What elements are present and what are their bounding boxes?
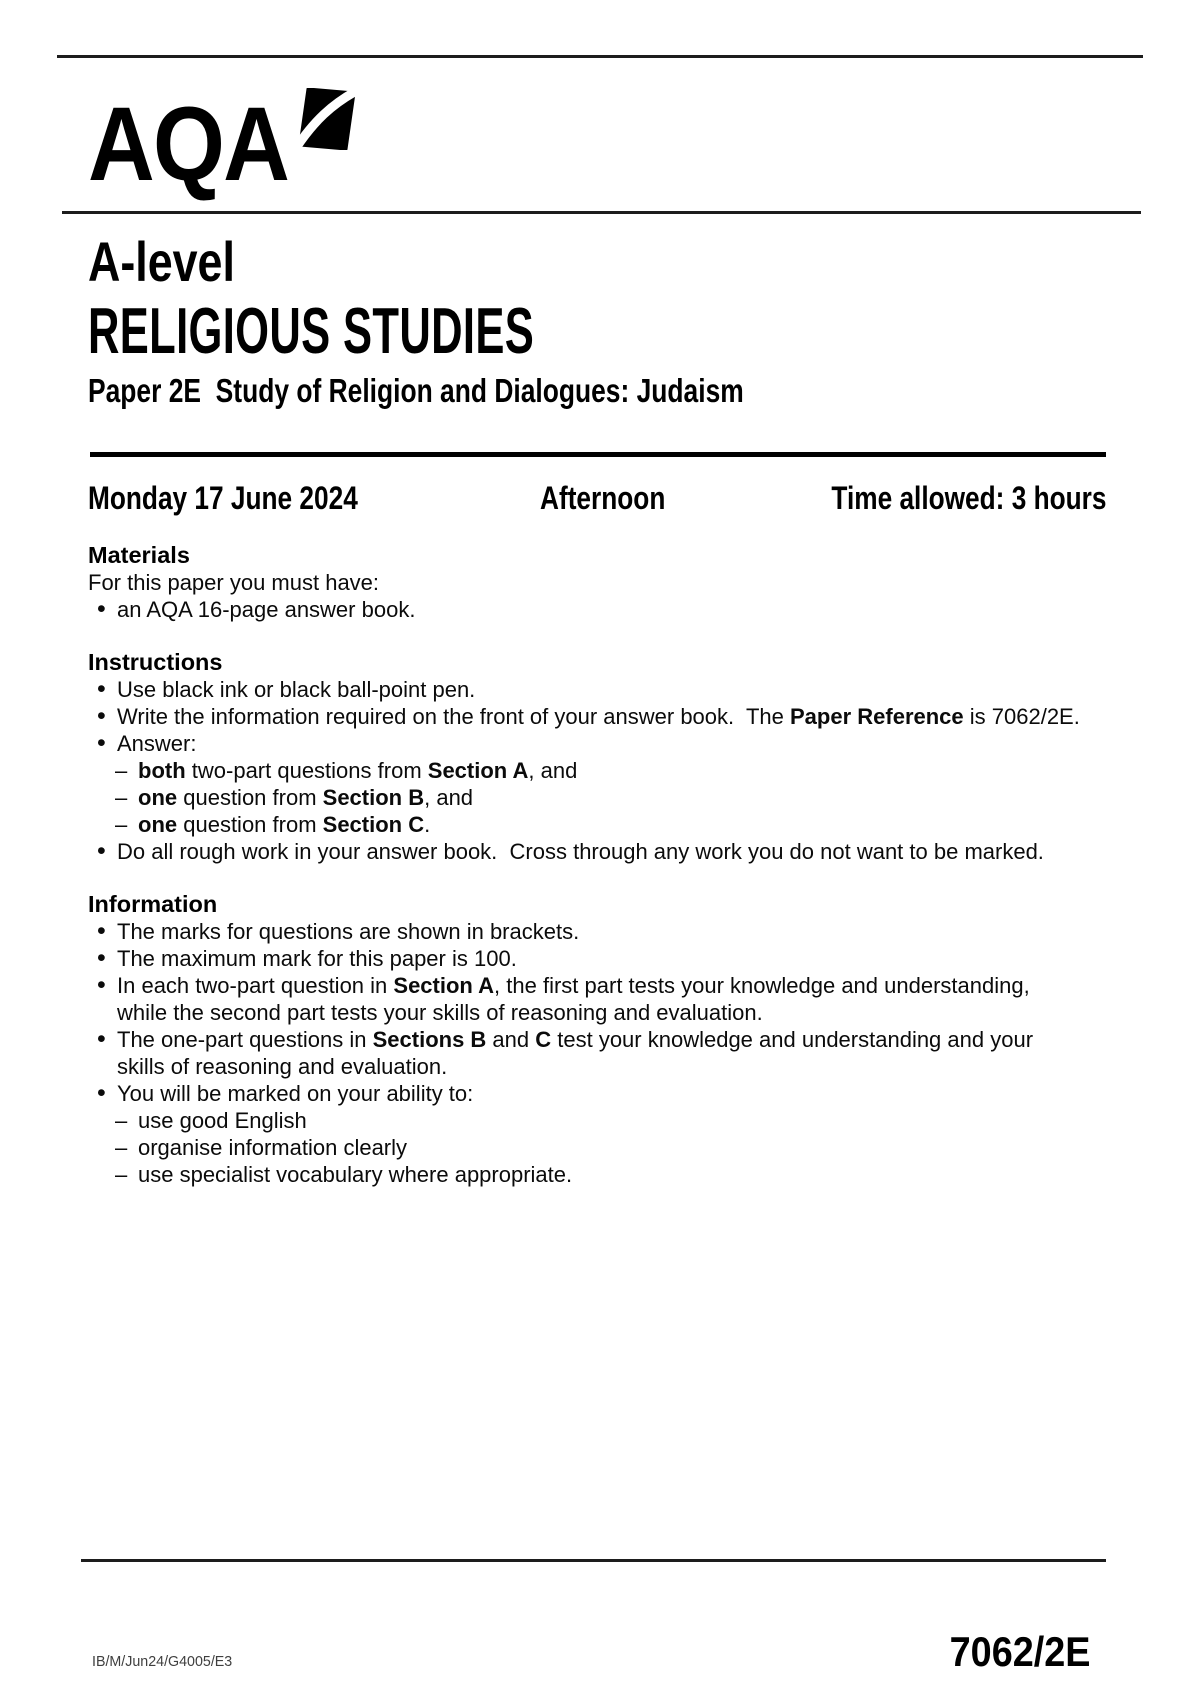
exam-time-of-day: Afternoon — [540, 480, 666, 516]
dash-marker: – — [115, 785, 128, 810]
session-row — [0, 482, 1200, 522]
aqa-logo — [88, 86, 378, 203]
line-text: Do all rough work in your answer book. Cross through any work you do not want to be marked. — [117, 839, 1044, 864]
line-text: The one-part questions in Sections B and C test your knowledge and understanding and your — [117, 1027, 1034, 1052]
dash-line — [88, 811, 1118, 838]
section-information — [88, 891, 1118, 1188]
text-line — [88, 569, 1118, 596]
bullet-marker: • — [97, 702, 106, 730]
bullet-marker: • — [97, 917, 106, 945]
section-materials — [88, 542, 1118, 623]
cont-line — [88, 999, 1118, 1026]
dash-marker: – — [115, 1162, 128, 1187]
sections — [88, 542, 1118, 1188]
bullet-marker: • — [97, 1025, 106, 1053]
line-text: one question from Section C. — [138, 812, 431, 837]
bullet-marker: • — [97, 595, 106, 623]
line-text: Answer: — [117, 731, 197, 756]
bullet-line — [88, 676, 1118, 703]
section-heading: Materials — [88, 542, 190, 568]
line-text: You will be marked on your ability to: — [117, 1081, 474, 1106]
paper-code: 7062/2E — [949, 1628, 1090, 1675]
dash-line — [88, 757, 1118, 784]
top-rule — [57, 55, 1143, 58]
bullet-marker: • — [97, 1079, 106, 1107]
dash-marker: – — [115, 1135, 128, 1160]
bullet-line — [88, 838, 1118, 865]
line-text: Use black ink or black ball-point pen. — [117, 677, 476, 702]
line-text: use specialist vocabulary where appropriate. — [138, 1162, 573, 1187]
line-text: Write the information required on the front of your answer book. The Paper Reference is 7062/2E. — [117, 704, 1080, 729]
dash-line — [88, 1107, 1118, 1134]
line-text: The maximum mark for this paper is 100. — [117, 946, 517, 971]
bullet-line — [88, 703, 1118, 730]
bullet-line — [88, 972, 1118, 999]
footer-rule — [81, 1559, 1106, 1562]
line-text: both two-part questions from Section A, and — [138, 758, 578, 783]
line-text: In each two-part question in Section A, the first part tests your knowledge and understanding, — [117, 973, 1030, 998]
bullet-marker: • — [97, 944, 106, 972]
dash-marker: – — [115, 758, 128, 783]
paper-title: Paper 2E Study of Religion and Dialogues: Judaism — [88, 372, 744, 409]
section-heading: Instructions — [88, 649, 223, 675]
dash-line — [88, 784, 1118, 811]
dash-line — [88, 1134, 1118, 1161]
cont-line — [88, 1053, 1118, 1080]
line-text: skills of reasoning and evaluation. — [117, 1054, 448, 1079]
qualification-title: A-level — [88, 230, 235, 293]
bullet-line — [88, 1080, 1118, 1107]
exam-date: Monday 17 June 2024 — [88, 480, 358, 516]
bullet-line — [88, 730, 1118, 757]
line-text: For this paper you must have: — [88, 570, 380, 595]
bullet-line — [88, 945, 1118, 972]
line-text: one question from Section B, and — [138, 785, 474, 810]
line-text: while the second part tests your skills of reasoning and evaluation. — [117, 1000, 763, 1025]
line-text: an AQA 16-page answer book. — [117, 597, 416, 622]
section-instructions — [88, 649, 1118, 865]
bullet-line — [88, 1026, 1118, 1053]
dash-marker: – — [115, 1108, 128, 1133]
logo-divider-rule — [62, 211, 1141, 214]
line-text: organise information clearly — [138, 1135, 408, 1160]
bullet-marker: • — [97, 837, 106, 865]
line-text: use good English — [138, 1108, 307, 1133]
section-heading: Information — [88, 891, 218, 917]
aqa-leaf-icon — [298, 88, 356, 150]
bullet-marker: • — [97, 675, 106, 703]
aqa-logo-text: AQA — [88, 86, 289, 203]
session-divider-rule — [90, 452, 1106, 457]
line-text: The marks for questions are shown in brackets. — [117, 919, 580, 944]
subject-title: RELIGIOUS STUDIES — [88, 294, 535, 367]
bullet-marker: • — [97, 729, 106, 757]
time-allowed: Time allowed: 3 hours — [830, 480, 1106, 516]
dash-line — [88, 1161, 1118, 1188]
bullet-marker: • — [97, 971, 106, 999]
footer-reference-code: IB/M/Jun24/G4005/E3 — [92, 1653, 233, 1670]
bullet-line — [88, 918, 1118, 945]
bullet-line — [88, 596, 1118, 623]
dash-marker: – — [115, 812, 128, 837]
